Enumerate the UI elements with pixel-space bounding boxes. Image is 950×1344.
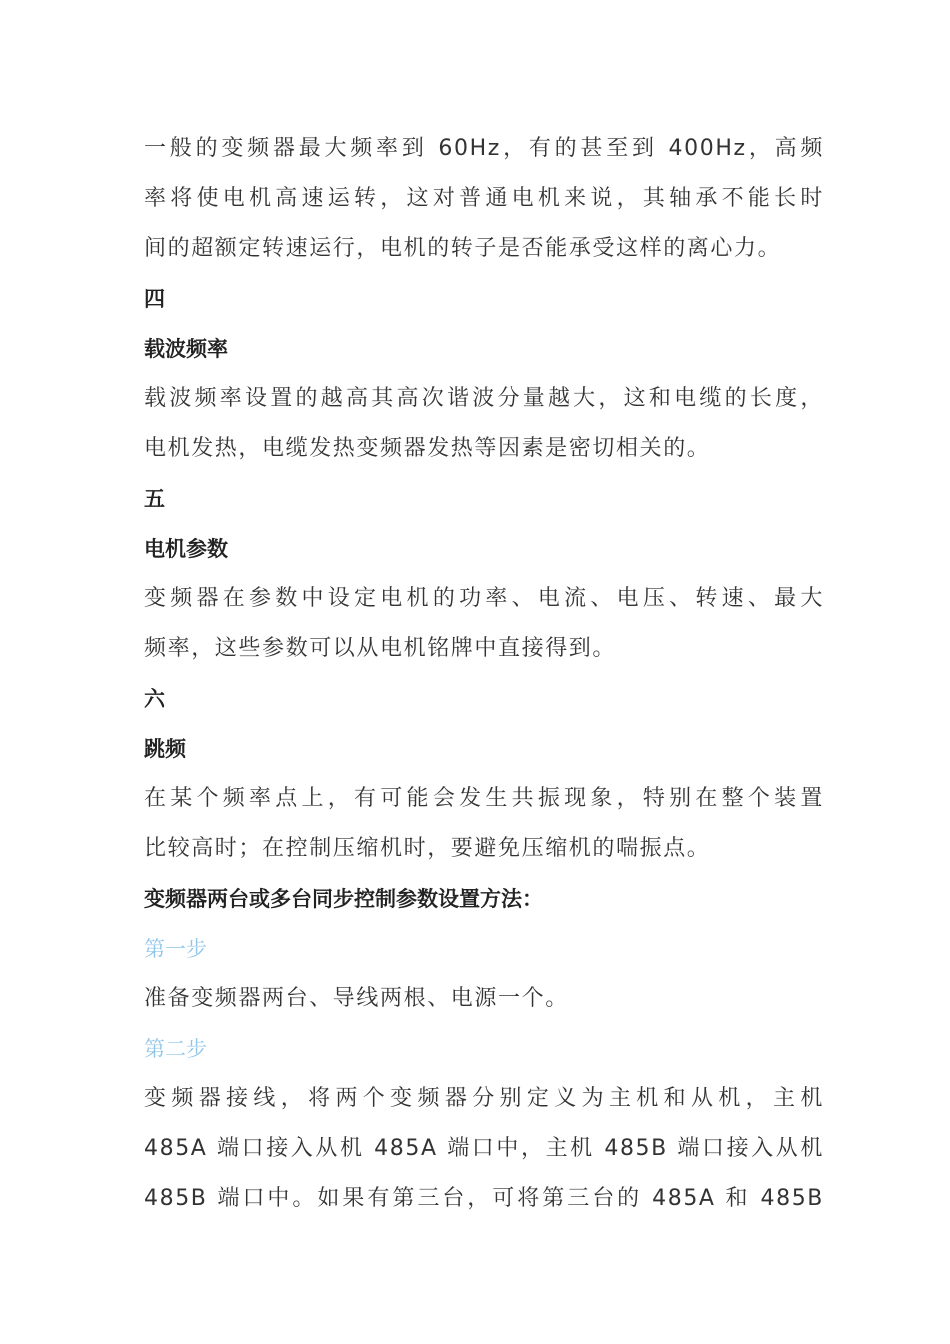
paragraph: [144, 1074, 824, 1224]
paragraph: [144, 774, 824, 874]
paragraph-line: 电机发热，电缆发热变频器发热等因素是密切相关的。: [144, 436, 711, 461]
step-label: 第一步: [144, 937, 207, 961]
paragraph-line: 变频器在参数中设定电机的功率、电流、电压、转速、最大: [144, 586, 824, 611]
paragraph-line: 准备变频器两台、导线两根、电源一个。: [144, 986, 569, 1011]
paragraph: [144, 574, 824, 674]
paragraph: [144, 974, 824, 1024]
paragraph: [144, 124, 824, 274]
section-heading: 变频器两台或多台同步控制参数设置方法：: [144, 887, 543, 911]
paragraph-line: 频率，这些参数可以从电机铭牌中直接得到。: [144, 636, 617, 661]
paragraph-line: 间的超额定转速运行，电机的转子是否能承受这样的离心力。: [144, 236, 782, 261]
paragraph-line: 比较高时；在控制压缩机时，要避免压缩机的喘振点。: [144, 836, 711, 861]
step-label: 第二步: [144, 1037, 207, 1061]
paragraph-line: 一般的变频器最大频率到 60Hz，有的甚至到 400Hz，高频: [144, 136, 824, 161]
paragraph-line: 485A 端口接入从机 485A 端口中，主机 485B 端口接入从机: [144, 1136, 824, 1161]
document-page: [144, 124, 824, 1224]
section-heading: 跳频: [144, 737, 186, 761]
section-heading: 四: [144, 287, 165, 311]
paragraph-line: 率将使电机高速运转，这对普通电机来说，其轴承不能长时: [144, 186, 824, 211]
section-heading: 载波频率: [144, 337, 228, 361]
section-heading: 六: [144, 687, 165, 711]
section-heading: 五: [144, 487, 165, 511]
paragraph: [144, 374, 824, 474]
section-heading: 电机参数: [144, 537, 228, 561]
paragraph-line: 载波频率设置的越高其高次谐波分量越大，这和电缆的长度，: [144, 386, 824, 411]
paragraph-line: 485B 端口中。如果有第三台，可将第三台的 485A 和 485B: [144, 1186, 824, 1211]
paragraph-line: 在某个频率点上，有可能会发生共振现象，特别在整个装置: [144, 786, 824, 811]
paragraph-line: 变频器接线，将两个变频器分别定义为主机和从机，主机: [144, 1086, 824, 1111]
